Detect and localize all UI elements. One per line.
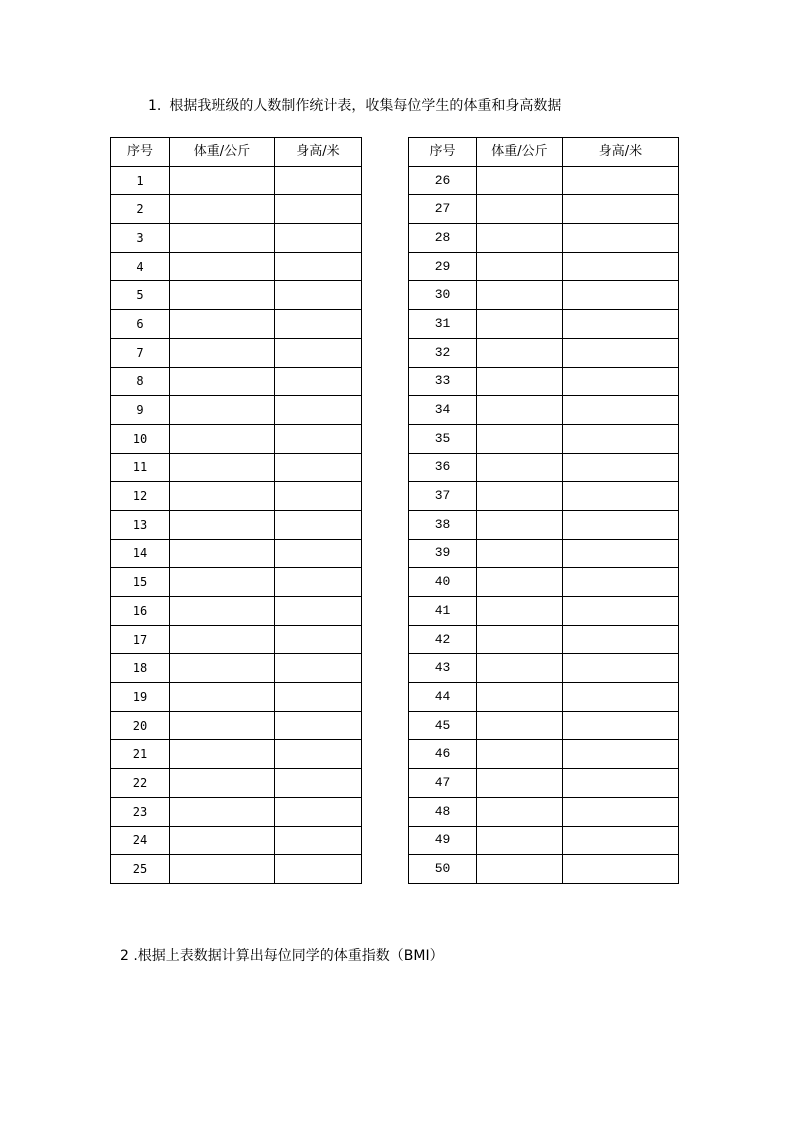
weight-cell[interactable] [170,510,275,539]
height-cell[interactable] [275,424,362,453]
height-cell[interactable] [275,252,362,281]
height-cell[interactable] [275,826,362,855]
table-row [111,568,362,597]
table-row [409,367,679,396]
table-row [111,424,362,453]
row-serial-number: 13 [111,510,170,539]
table-header-row [111,138,362,167]
table-row [409,826,679,855]
row-serial-number: 29 [409,252,477,281]
height-cell[interactable] [563,338,679,367]
weight-cell[interactable] [477,539,563,568]
row-serial-number: 44 [409,683,477,712]
weight-cell[interactable] [170,224,275,253]
height-cell[interactable] [275,482,362,511]
row-serial-number: 45 [409,711,477,740]
header-weight: 体重/公斤 [477,138,563,167]
height-cell[interactable] [563,424,679,453]
height-cell[interactable] [275,568,362,597]
row-serial-number: 49 [409,826,477,855]
table-row [409,711,679,740]
height-cell[interactable] [275,740,362,769]
header-serial: 序号 [409,138,477,167]
weight-cell[interactable] [170,597,275,626]
weight-cell[interactable] [477,568,563,597]
table-row [111,855,362,884]
height-cell[interactable] [563,711,679,740]
row-serial-number: 9 [111,396,170,425]
row-serial-number: 42 [409,625,477,654]
row-serial-number: 46 [409,740,477,769]
row-serial-number: 11 [111,453,170,482]
height-cell[interactable] [563,625,679,654]
height-cell[interactable] [275,597,362,626]
row-serial-number: 30 [409,281,477,310]
question-1-number: 1. [148,98,162,114]
row-serial-number: 36 [409,453,477,482]
row-serial-number: 37 [409,482,477,511]
weight-cell[interactable] [477,654,563,683]
table-row [111,539,362,568]
weight-cell[interactable] [170,396,275,425]
height-cell[interactable] [275,510,362,539]
row-serial-number: 32 [409,338,477,367]
height-cell[interactable] [275,453,362,482]
table-row [111,625,362,654]
table-row [409,797,679,826]
table-row [111,597,362,626]
weight-cell[interactable] [170,338,275,367]
table-row [111,482,362,511]
table-row [409,338,679,367]
height-cell[interactable] [563,310,679,339]
weight-cell[interactable] [477,769,563,798]
row-serial-number: 20 [111,711,170,740]
weight-cell[interactable] [170,625,275,654]
height-cell[interactable] [563,740,679,769]
weight-cell[interactable] [477,740,563,769]
height-cell[interactable] [563,597,679,626]
row-serial-number: 1 [111,166,170,195]
weight-cell[interactable] [170,166,275,195]
table-row [111,224,362,253]
table-row [111,740,362,769]
student-data-table-left [110,137,362,884]
row-serial-number: 23 [111,797,170,826]
weight-cell[interactable] [477,797,563,826]
weight-cell[interactable] [477,424,563,453]
height-cell[interactable] [563,683,679,712]
table-row [111,797,362,826]
height-cell[interactable] [563,252,679,281]
height-cell[interactable] [563,855,679,884]
height-cell[interactable] [275,224,362,253]
table-row [111,711,362,740]
row-serial-number: 41 [409,597,477,626]
weight-cell[interactable] [170,281,275,310]
height-cell[interactable] [563,654,679,683]
table-row [111,683,362,712]
table-row [409,740,679,769]
table-row [409,224,679,253]
row-serial-number: 39 [409,539,477,568]
row-serial-number: 3 [111,224,170,253]
table-row [111,310,362,339]
weight-cell[interactable] [170,740,275,769]
weight-cell[interactable] [170,711,275,740]
weight-cell[interactable] [477,510,563,539]
height-cell[interactable] [563,769,679,798]
table-row [409,510,679,539]
header-weight: 体重/公斤 [170,138,275,167]
height-cell[interactable] [275,367,362,396]
row-serial-number: 12 [111,482,170,511]
height-cell[interactable] [563,367,679,396]
table-row [409,453,679,482]
height-cell[interactable] [275,338,362,367]
weight-cell[interactable] [477,396,563,425]
height-cell[interactable] [275,625,362,654]
height-cell[interactable] [563,396,679,425]
table-row [111,396,362,425]
height-cell[interactable] [275,797,362,826]
weight-cell[interactable] [477,453,563,482]
table-row [409,539,679,568]
row-serial-number: 19 [111,683,170,712]
table-row [111,453,362,482]
weight-cell[interactable] [477,195,563,224]
height-cell[interactable] [275,166,362,195]
row-serial-number: 15 [111,568,170,597]
height-cell[interactable] [563,482,679,511]
height-cell[interactable] [563,539,679,568]
weight-cell[interactable] [170,252,275,281]
weight-cell[interactable] [477,482,563,511]
height-cell[interactable] [563,281,679,310]
height-cell[interactable] [563,166,679,195]
row-serial-number: 14 [111,539,170,568]
row-serial-number: 2 [111,195,170,224]
height-cell[interactable] [275,396,362,425]
table-row [409,625,679,654]
weight-cell[interactable] [170,826,275,855]
row-serial-number: 40 [409,568,477,597]
weight-cell[interactable] [477,281,563,310]
row-serial-number: 16 [111,597,170,626]
height-cell[interactable] [275,769,362,798]
table-row [111,281,362,310]
table-row [409,654,679,683]
height-cell[interactable] [275,683,362,712]
height-cell[interactable] [563,510,679,539]
table-row [409,597,679,626]
row-serial-number: 28 [409,224,477,253]
weight-cell[interactable] [477,367,563,396]
weight-cell[interactable] [170,195,275,224]
table-row [409,855,679,884]
header-height: 身高/米 [563,138,679,167]
row-serial-number: 6 [111,310,170,339]
height-cell[interactable] [563,826,679,855]
weight-cell[interactable] [170,424,275,453]
table-row [111,367,362,396]
table-row [111,338,362,367]
weight-cell[interactable] [170,453,275,482]
row-serial-number: 5 [111,281,170,310]
table-row [409,769,679,798]
weight-cell[interactable] [170,855,275,884]
table-row [111,252,362,281]
weight-cell[interactable] [477,855,563,884]
height-cell[interactable] [275,711,362,740]
weight-cell[interactable] [477,224,563,253]
row-serial-number: 8 [111,367,170,396]
weight-cell[interactable] [477,310,563,339]
weight-cell[interactable] [170,654,275,683]
height-cell[interactable] [563,797,679,826]
header-height: 身高/米 [275,138,362,167]
row-serial-number: 35 [409,424,477,453]
weight-cell[interactable] [477,625,563,654]
weight-cell[interactable] [477,683,563,712]
row-serial-number: 34 [409,396,477,425]
table-row [409,195,679,224]
row-serial-number: 48 [409,797,477,826]
header-serial: 序号 [111,138,170,167]
weight-cell[interactable] [170,797,275,826]
question-1-heading [148,96,561,116]
row-serial-number: 22 [111,769,170,798]
weight-cell[interactable] [170,568,275,597]
row-serial-number: 47 [409,769,477,798]
question-1-text: 根据我班级的人数制作统计表，收集每位学生的体重和身高数据 [169,98,562,114]
row-serial-number: 21 [111,740,170,769]
height-cell[interactable] [275,855,362,884]
row-serial-number: 43 [409,654,477,683]
table-row [111,654,362,683]
row-serial-number: 24 [111,826,170,855]
table-row [111,166,362,195]
weight-cell[interactable] [170,367,275,396]
weight-cell[interactable] [477,338,563,367]
table-row [409,281,679,310]
height-cell[interactable] [275,310,362,339]
table-row [111,195,362,224]
weight-cell[interactable] [170,539,275,568]
row-serial-number: 7 [111,338,170,367]
height-cell[interactable] [275,654,362,683]
question-2-heading: 2 .根据上表数据计算出每位同学的体重指数（BMI） [120,948,444,964]
table-row [111,769,362,798]
row-serial-number: 27 [409,195,477,224]
weight-cell[interactable] [477,711,563,740]
row-serial-number: 50 [409,855,477,884]
row-serial-number: 18 [111,654,170,683]
row-serial-number: 33 [409,367,477,396]
row-serial-number: 4 [111,252,170,281]
height-cell[interactable] [563,453,679,482]
row-serial-number: 10 [111,424,170,453]
height-cell[interactable] [275,281,362,310]
table-row [111,826,362,855]
weight-cell[interactable] [477,597,563,626]
height-cell[interactable] [563,224,679,253]
row-serial-number: 31 [409,310,477,339]
row-serial-number: 25 [111,855,170,884]
height-cell[interactable] [275,539,362,568]
table-row [409,482,679,511]
table-row [111,510,362,539]
row-serial-number: 17 [111,625,170,654]
table-row [409,396,679,425]
table-row [409,166,679,195]
table-row [409,252,679,281]
weight-cell[interactable] [170,482,275,511]
height-cell[interactable] [563,568,679,597]
row-serial-number: 26 [409,166,477,195]
table-row [409,424,679,453]
weight-cell[interactable] [477,252,563,281]
weight-cell[interactable] [477,826,563,855]
height-cell[interactable] [275,195,362,224]
table-row [409,568,679,597]
table-header-row [409,138,679,167]
weight-cell[interactable] [477,166,563,195]
weight-cell[interactable] [170,310,275,339]
student-data-table-right [408,137,679,884]
weight-cell[interactable] [170,683,275,712]
weight-cell[interactable] [170,769,275,798]
table-row [409,683,679,712]
table-row [409,310,679,339]
height-cell[interactable] [563,195,679,224]
row-serial-number: 38 [409,510,477,539]
